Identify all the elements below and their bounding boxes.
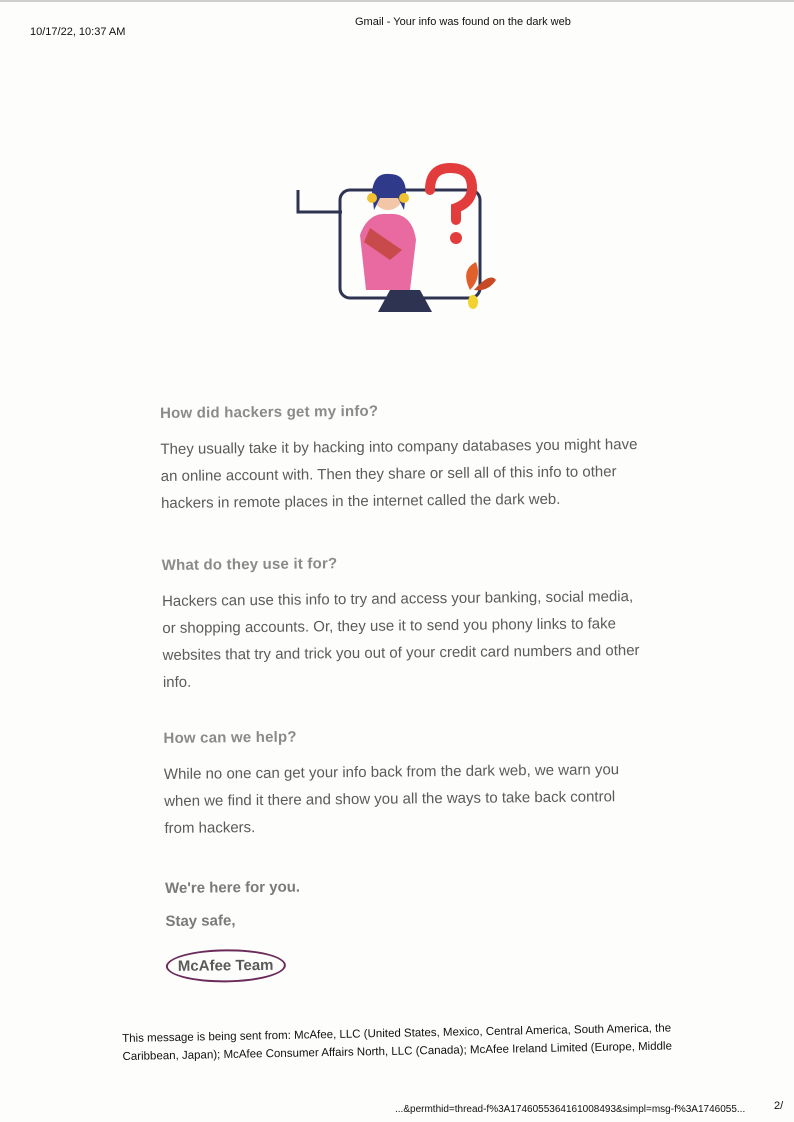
section-body: Hackers can use this info to try and access your banking, social media, or shopping accounts. Or, they use it to send you phony links to fake websites that try and trick you out of your credit card numbers and other info. — [161, 588, 640, 691]
hero-illustration — [290, 150, 500, 320]
section-heading: How did hackers get my info? — [160, 402, 379, 422]
section-use — [162, 552, 643, 696]
print-title: Gmail - Your info was found on the dark web — [355, 16, 571, 28]
section-body: They usually take it by hacking into company databases you might have an online account with. Then they share or sell all of this info to other hackers in remote places in the internet called the dark web. — [160, 436, 638, 512]
section-help — [163, 725, 644, 842]
print-date: 10/17/22, 10:37 AM — [30, 26, 126, 38]
signoff-line: Stay safe, — [165, 912, 236, 930]
person-on-monitor-icon — [290, 150, 500, 320]
page-top-edge — [0, 0, 794, 2]
print-url: ...&permthid=thread-f%3A1746055364161008493&simpl=msg-f%3A1746055... — [395, 1104, 746, 1115]
team-name: McAfee Team — [166, 949, 286, 983]
section-body: While no one can get your info back from the dark web, we warn you when we find it there and show you all the ways to take back control from hackers. — [163, 761, 620, 837]
signoff-line: We're here for you. — [164, 878, 301, 897]
section-heading: What do they use it for? — [161, 555, 338, 574]
signoff — [165, 875, 646, 983]
page-number: 2/ — [774, 1100, 784, 1112]
team-signature-circled — [166, 949, 286, 983]
legal-footer: This message is being sent from: McAfee, LLC (United States, Mexico, Central America, South America, the Caribbean, Japan); McAfee Consumer Affairs North, LLC (Canada); McAfee Ireland Limited (Europe, Middle — [122, 1022, 673, 1063]
email-body — [160, 400, 646, 983]
section-heading: How can we help? — [163, 728, 297, 747]
section-how — [160, 400, 641, 517]
